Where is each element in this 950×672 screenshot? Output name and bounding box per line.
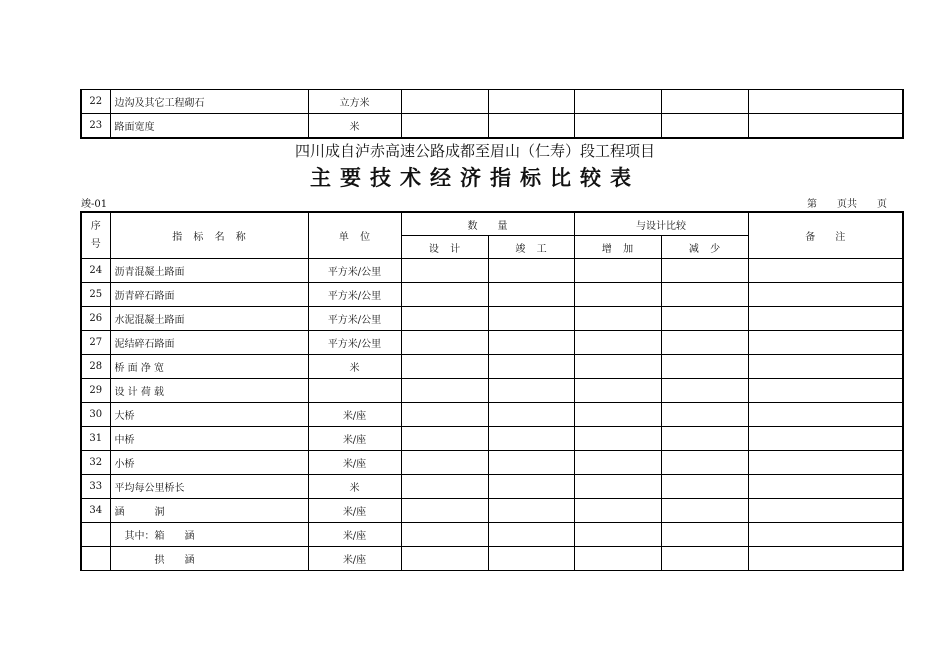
increase-cell <box>574 427 661 451</box>
remark-header: 备 注 <box>748 212 903 259</box>
indicator-name: 其中：箱 涵 <box>110 523 308 547</box>
remark-cell <box>748 523 903 547</box>
continued-table <box>80 89 904 139</box>
row-number: 23 <box>81 114 110 139</box>
form-code: 竣-01 <box>81 199 108 210</box>
design-cell <box>401 475 488 499</box>
design-cell <box>401 114 488 139</box>
unit-cell: 米 <box>308 355 401 379</box>
unit-cell <box>308 379 401 403</box>
remark-cell <box>748 331 903 355</box>
increase-cell <box>574 475 661 499</box>
table-row <box>81 523 903 547</box>
decrease-cell <box>661 379 748 403</box>
design-cell <box>401 427 488 451</box>
remark-cell <box>748 355 903 379</box>
table-row <box>81 90 903 114</box>
decrease-cell <box>661 499 748 523</box>
completed-cell <box>488 307 574 331</box>
table-row <box>81 403 903 427</box>
header-row <box>81 212 903 236</box>
completed-header: 竣 工 <box>488 236 574 259</box>
design-cell <box>401 379 488 403</box>
row-number: 28 <box>81 355 110 379</box>
completed-cell <box>488 403 574 427</box>
indicator-name: 拱 涵 <box>110 547 308 571</box>
table-row <box>81 451 903 475</box>
design-cell <box>401 403 488 427</box>
seq-header <box>81 212 110 259</box>
table-row <box>81 475 903 499</box>
page-info: 第 页共 页 <box>807 199 887 210</box>
increase-cell <box>574 307 661 331</box>
unit-cell: 米 <box>308 475 401 499</box>
completed-cell <box>488 475 574 499</box>
indicator-name: 边沟及其它工程砌石 <box>110 90 308 114</box>
indicator-name: 水泥混凝土路面 <box>110 307 308 331</box>
design-cell <box>401 331 488 355</box>
decrease-cell <box>661 355 748 379</box>
seq-header-line2: 号 <box>90 238 101 250</box>
unit-cell: 米/座 <box>308 403 401 427</box>
decrease-header: 减 少 <box>661 236 748 259</box>
indicator-name: 沥青碎石路面 <box>110 283 308 307</box>
compare-header: 与设计比较 <box>574 212 748 236</box>
row-number: 31 <box>81 427 110 451</box>
design-cell <box>401 499 488 523</box>
indicator-name: 桥 面 净 宽 <box>110 355 308 379</box>
remark-cell <box>748 307 903 331</box>
remark-cell <box>748 475 903 499</box>
table-row <box>81 427 903 451</box>
design-cell <box>401 90 488 114</box>
remark-cell <box>748 499 903 523</box>
unit-cell: 平方米/公里 <box>308 331 401 355</box>
design-cell <box>401 355 488 379</box>
row-number: 32 <box>81 451 110 475</box>
design-header: 设 计 <box>401 236 488 259</box>
table-row <box>81 114 903 139</box>
unit-cell: 米/座 <box>308 427 401 451</box>
seq-header-line1: 序 <box>90 220 101 232</box>
page-title: 主要技术经济指标比较表 <box>310 165 640 190</box>
row-number <box>81 523 110 547</box>
decrease-cell <box>661 331 748 355</box>
design-cell <box>401 547 488 571</box>
decrease-cell <box>661 523 748 547</box>
increase-cell <box>574 403 661 427</box>
indicator-name: 涵 洞 <box>110 499 308 523</box>
decrease-cell <box>661 451 748 475</box>
row-number: 33 <box>81 475 110 499</box>
row-number: 30 <box>81 403 110 427</box>
decrease-cell <box>661 259 748 283</box>
design-cell <box>401 523 488 547</box>
indicator-name: 平均每公里桥长 <box>110 475 308 499</box>
decrease-cell <box>661 283 748 307</box>
increase-cell <box>574 499 661 523</box>
completed-cell <box>488 499 574 523</box>
completed-cell <box>488 259 574 283</box>
unit-cell: 米 <box>308 114 401 139</box>
remark-cell <box>748 451 903 475</box>
increase-cell <box>574 283 661 307</box>
row-number: 24 <box>81 259 110 283</box>
increase-cell <box>574 355 661 379</box>
design-cell <box>401 307 488 331</box>
row-number: 29 <box>81 379 110 403</box>
design-cell <box>401 451 488 475</box>
completed-cell <box>488 283 574 307</box>
completed-cell <box>488 114 574 139</box>
increase-cell <box>574 114 661 139</box>
decrease-cell <box>661 403 748 427</box>
remark-cell <box>748 114 903 139</box>
completed-cell <box>488 331 574 355</box>
indicator-name: 泥结碎石路面 <box>110 331 308 355</box>
row-number: 27 <box>81 331 110 355</box>
design-cell <box>401 259 488 283</box>
unit-cell: 米/座 <box>308 499 401 523</box>
unit-header: 单 位 <box>308 212 401 259</box>
increase-cell <box>574 547 661 571</box>
row-number <box>81 547 110 571</box>
table-row <box>81 283 903 307</box>
unit-cell: 米/座 <box>308 523 401 547</box>
indicator-name: 沥青混凝土路面 <box>110 259 308 283</box>
row-number: 26 <box>81 307 110 331</box>
row-number: 34 <box>81 499 110 523</box>
indicator-name: 大桥 <box>110 403 308 427</box>
table-row <box>81 331 903 355</box>
table-row <box>81 379 903 403</box>
remark-cell <box>748 90 903 114</box>
increase-cell <box>574 451 661 475</box>
decrease-cell <box>661 475 748 499</box>
remark-cell <box>748 547 903 571</box>
remark-cell <box>748 283 903 307</box>
increase-cell <box>574 331 661 355</box>
row-number: 22 <box>81 90 110 114</box>
decrease-cell <box>661 114 748 139</box>
indicator-name: 小桥 <box>110 451 308 475</box>
indicator-name: 中桥 <box>110 427 308 451</box>
decrease-cell <box>661 90 748 114</box>
unit-cell: 平方米/公里 <box>308 283 401 307</box>
unit-cell: 平方米/公里 <box>308 307 401 331</box>
increase-cell <box>574 259 661 283</box>
increase-header: 增 加 <box>574 236 661 259</box>
completed-cell <box>488 523 574 547</box>
completed-cell <box>488 547 574 571</box>
decrease-cell <box>661 307 748 331</box>
completed-cell <box>488 379 574 403</box>
remark-cell <box>748 379 903 403</box>
indicator-table <box>80 211 904 571</box>
decrease-cell <box>661 547 748 571</box>
increase-cell <box>574 90 661 114</box>
increase-cell <box>574 379 661 403</box>
table-row <box>81 259 903 283</box>
completed-cell <box>488 451 574 475</box>
unit-cell: 米/座 <box>308 547 401 571</box>
row-number: 25 <box>81 283 110 307</box>
remark-cell <box>748 427 903 451</box>
table-row <box>81 499 903 523</box>
indicator-name: 路面宽度 <box>110 114 308 139</box>
completed-cell <box>488 355 574 379</box>
completed-cell <box>488 427 574 451</box>
unit-cell: 立方米 <box>308 90 401 114</box>
increase-cell <box>574 523 661 547</box>
decrease-cell <box>661 427 748 451</box>
quantity-header: 数 量 <box>401 212 574 236</box>
project-title: 四川成自泸赤高速公路成都至眉山（仁寿）段工程项目 <box>294 142 655 160</box>
unit-cell: 平方米/公里 <box>308 259 401 283</box>
table-row <box>81 547 903 571</box>
remark-cell <box>748 403 903 427</box>
remark-cell <box>748 259 903 283</box>
indicator-name: 设 计 荷 载 <box>110 379 308 403</box>
name-header: 指 标 名 称 <box>110 212 308 259</box>
unit-cell: 米/座 <box>308 451 401 475</box>
table-row <box>81 307 903 331</box>
table-row <box>81 355 903 379</box>
design-cell <box>401 283 488 307</box>
completed-cell <box>488 90 574 114</box>
